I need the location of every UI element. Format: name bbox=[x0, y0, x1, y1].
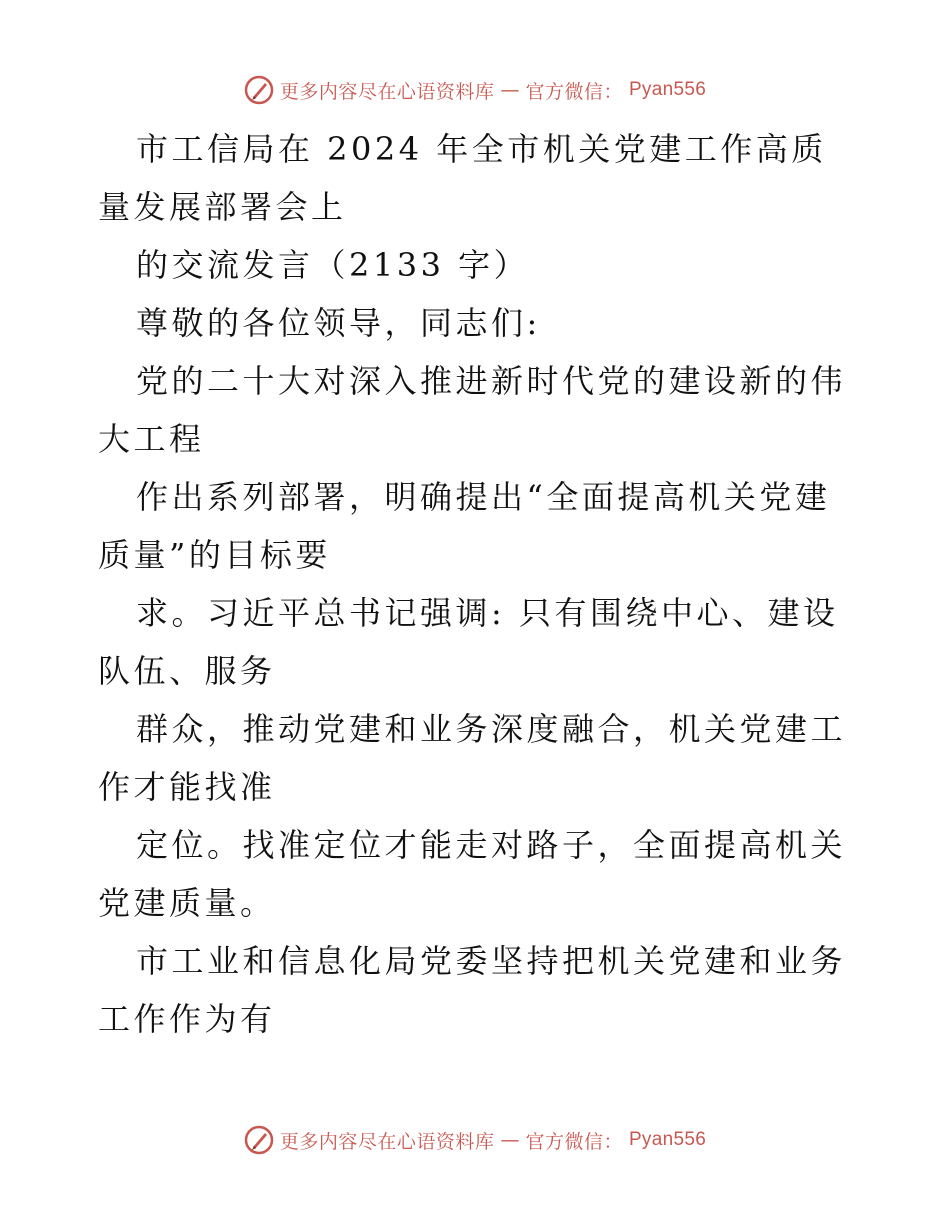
watermark-site-text: 更多内容尽在心语资料库 bbox=[279, 1130, 495, 1153]
watermark-wechat-label: 官方微信： bbox=[525, 80, 623, 103]
quill-logo-icon bbox=[244, 75, 274, 105]
body-paragraph: 定位。找准定位才能走对路子，全面提高机关党建质量。 bbox=[98, 826, 847, 922]
body-paragraph: 市工业和信息化局党委坚持把机关党建和业务工作作为有 bbox=[98, 942, 847, 1038]
watermark-site-text: 更多内容尽在心语资料库 bbox=[279, 80, 495, 103]
body-paragraph: 作出系列部署，明确提出“全面提高机关党建质量”的目标要 bbox=[98, 478, 831, 574]
body-paragraph: 党的二十大对深入推进新时代党的建设新的伟大工程 bbox=[98, 362, 847, 458]
salutation: 尊敬的各位领导，同志们: bbox=[136, 304, 541, 342]
watermark-wechat-id: Pyan556 bbox=[628, 1129, 707, 1150]
quill-logo-icon bbox=[244, 1125, 274, 1155]
document-title-line-2: 的交流发言（2133 字） bbox=[136, 246, 530, 284]
header-watermark bbox=[0, 70, 950, 110]
body-paragraph: 群众，推动党建和业务深度融合，机关党建工作才能找准 bbox=[98, 710, 847, 806]
watermark-dash: — bbox=[500, 1129, 520, 1151]
watermark-dash: — bbox=[500, 79, 520, 101]
document-body bbox=[98, 120, 858, 1048]
watermark-wechat-id: Pyan556 bbox=[628, 79, 707, 100]
watermark-wechat-label: 官方微信： bbox=[525, 1130, 623, 1153]
body-paragraph: 求。习近平总书记强调: 只有围绕中心、建设队伍、服务 bbox=[98, 594, 839, 690]
document-title-line-1: 市工信局在 2024 年全市机关党建工作高质量发展部署会上 bbox=[98, 130, 827, 226]
footer-watermark bbox=[0, 1120, 950, 1160]
